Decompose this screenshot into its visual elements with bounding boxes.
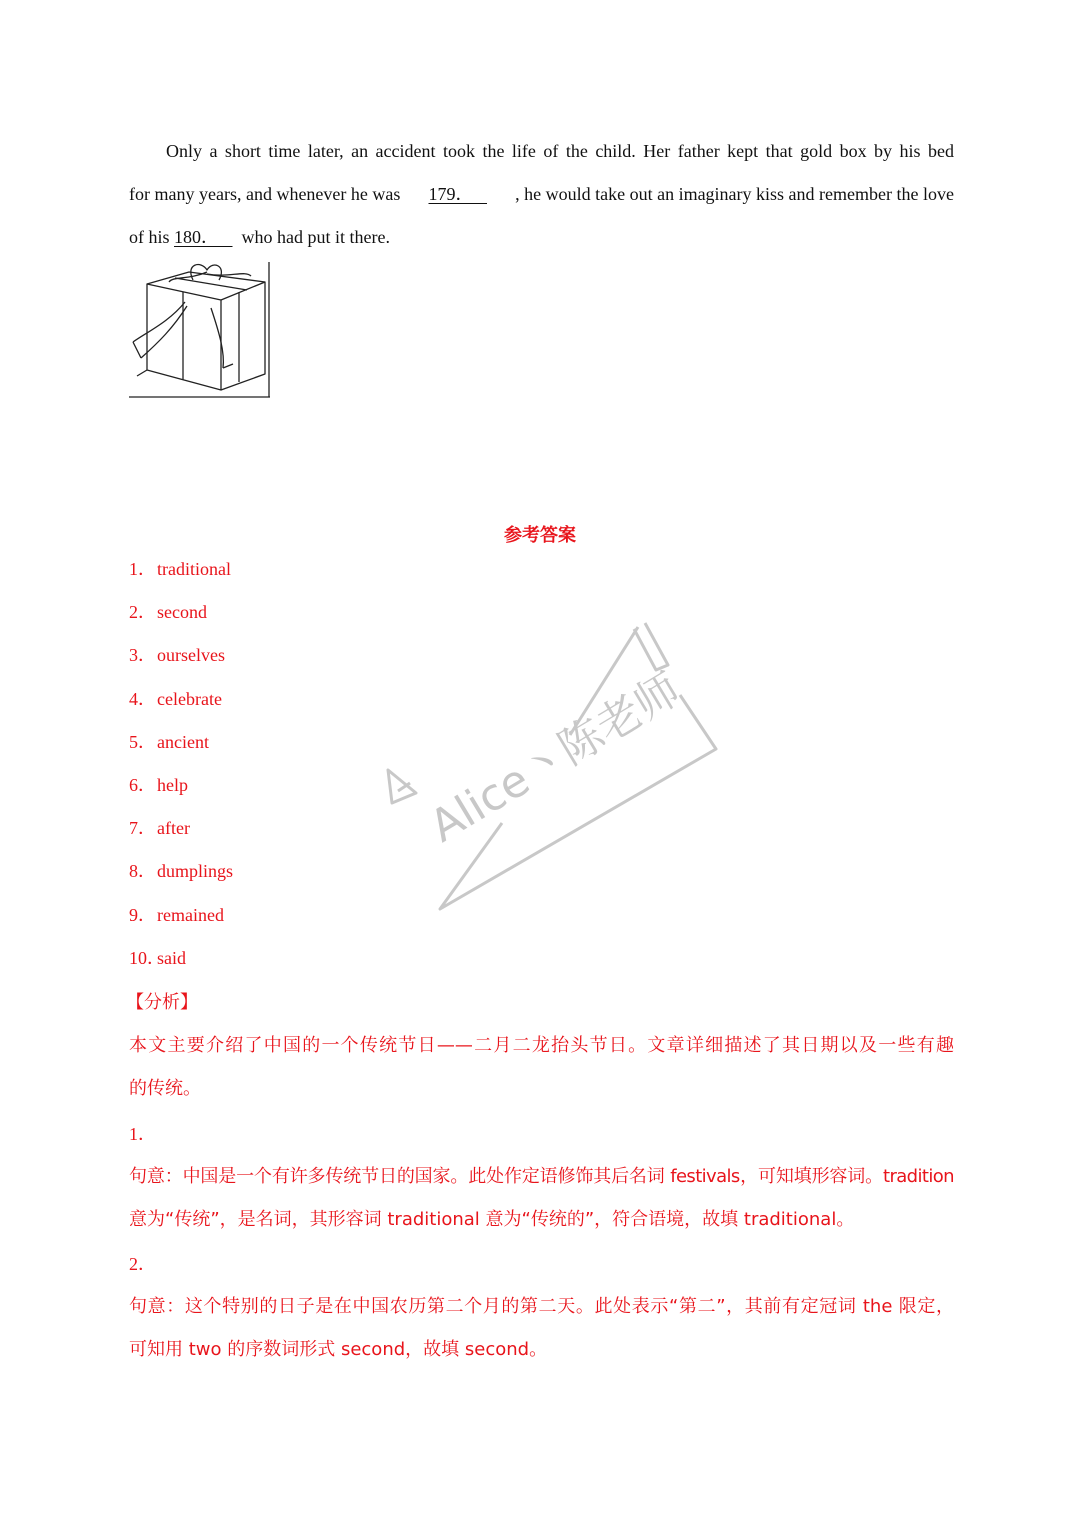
- answer-item: 4．celebrate: [129, 688, 222, 709]
- question-2-number: 2．: [129, 1254, 156, 1274]
- passage-line-1: Only a short time later, an accident took the life of the child. Her father kept that gold box by his bed: [166, 141, 954, 161]
- passage-line-3: [129, 216, 954, 259]
- answer-item: 9．remained: [129, 904, 224, 925]
- question-1-explanation-line-2: 意为“传统”，是名词，其形容词 traditional 意为“传统的”，符合语境，故填 traditional。: [129, 1209, 855, 1230]
- answer-item: 8．dumplings: [129, 861, 234, 882]
- passage-text: , he would take out an imaginary kiss and remember the love: [515, 184, 954, 204]
- answer-item: 1．traditional: [129, 559, 231, 579]
- question-1-explanation-line-1: 句意：中国是一个有许多传统节日的国家。此处作定语修饰其后名词 festivals，可知填形容词。tradition: [129, 1166, 954, 1187]
- analysis-summary-line-1: 本文主要介绍了中国的一个传统节日——二月二龙抬头节日。文章详细描述了其日期以及一些有趣: [129, 1035, 954, 1056]
- answer-item: 3．ourselves: [129, 645, 225, 666]
- blank-179: 179．: [428, 184, 474, 204]
- answer-key-title: 参考答案: [504, 525, 576, 546]
- passage-line-2: [129, 173, 954, 216]
- answer-item: 5．ancient: [129, 731, 209, 752]
- answer-item: 7．after: [129, 818, 190, 839]
- passage-text: for many years, and whenever he was: [129, 184, 401, 204]
- passage-text: of his: [129, 227, 170, 247]
- blank-180: 180．: [174, 227, 219, 247]
- gift-box-illustration: [129, 262, 271, 399]
- passage: [129, 130, 954, 259]
- watermark: [370, 615, 730, 915]
- paper-plane-icon: [388, 623, 716, 909]
- question-1-number: 1．: [129, 1124, 156, 1144]
- passage-text: who had put it there.: [241, 227, 390, 247]
- analysis-summary-line-2: 的传统。: [129, 1078, 201, 1099]
- answer-item: 6．help: [129, 774, 188, 795]
- analysis-heading: 【分析】: [126, 992, 198, 1013]
- question-2-explanation-line-1: 句意：这个特别的日子是在中国农历第二个月的第二天。此处表示“第二”，其前有定冠词 the 限定，: [129, 1296, 954, 1317]
- answer-list: [129, 552, 233, 984]
- watermark-text: Alice丶陈老师: [421, 663, 690, 853]
- question-2-explanation-line-2: 可知用 two 的序数词形式 second，故填 second。: [129, 1339, 548, 1360]
- answer-item: 2．second: [129, 602, 207, 623]
- answer-item: 10．said: [129, 947, 186, 968]
